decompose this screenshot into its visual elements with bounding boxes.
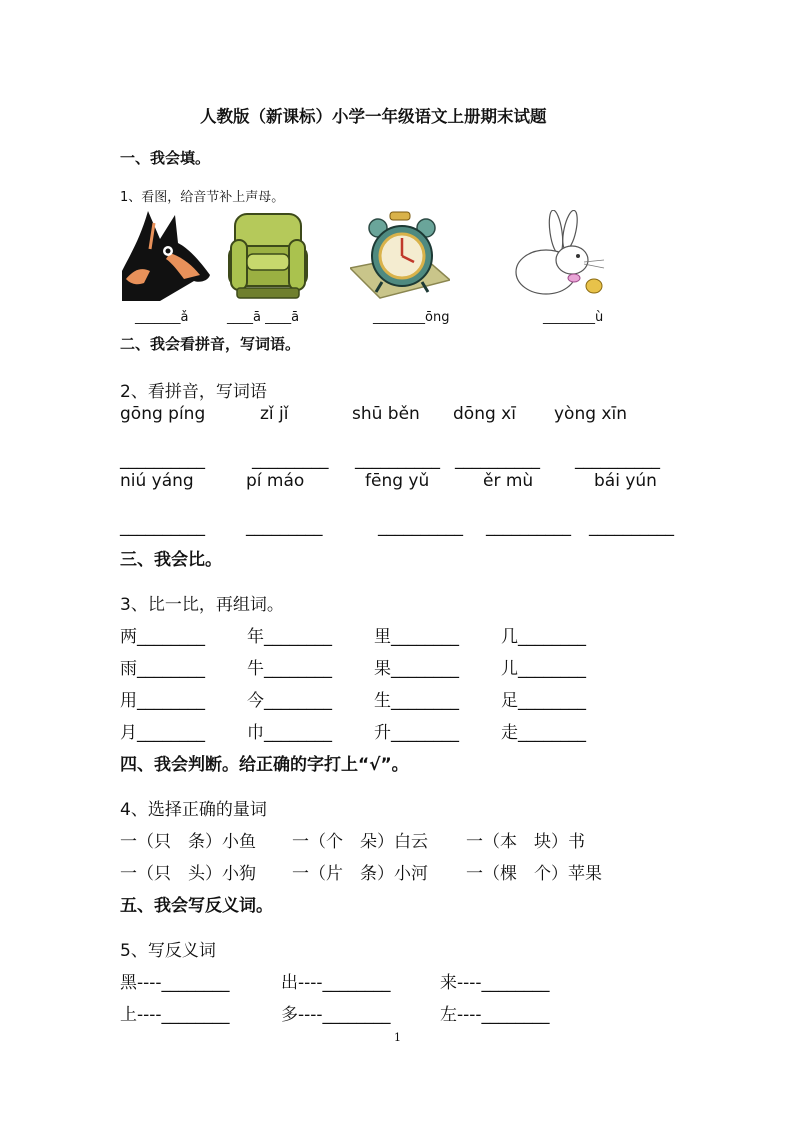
q5-item[interactable]: 黑----________ (120, 973, 230, 993)
horse-head-picture (120, 209, 212, 301)
q1-blank-4[interactable]: ________ù (543, 310, 604, 325)
q3-item[interactable]: 两________ (120, 627, 205, 647)
q3-item[interactable]: 生________ (374, 691, 459, 711)
section-heading-5: 五、我会写反义词。 (120, 896, 273, 916)
pinyin-gong-ping: gōng píng (120, 404, 206, 424)
q3-item[interactable]: 走________ (501, 723, 586, 743)
q2-answer-line-3[interactable]: __________ (355, 450, 440, 470)
page-title: 人教版（新课标）小学一年级语文上册期末试题 (200, 107, 547, 126)
q3-instruction: 3、比一比，再组词。 (120, 595, 284, 615)
q2-answer-line-6[interactable]: __________ (120, 517, 205, 537)
q1-blank-1[interactable]: _______ǎ (135, 310, 189, 325)
q3-item[interactable]: 今________ (247, 691, 332, 711)
q5-item[interactable]: 出----________ (281, 973, 391, 993)
q4-choice[interactable]: 一（片 条）小河 (292, 864, 428, 884)
sofa-picture (227, 210, 309, 302)
q5-item[interactable]: 上----________ (120, 1005, 230, 1025)
q2-answer-line-2[interactable]: _________ (252, 450, 329, 470)
q4-choice[interactable]: 一（只 头）小狗 (120, 864, 256, 884)
q3-item[interactable]: 巾________ (247, 723, 332, 743)
rabbit-picture (508, 210, 608, 302)
pinyin-dong-xi: dōng xī (453, 404, 516, 424)
q4-instruction: 4、选择正确的量词 (120, 800, 267, 820)
q2-answer-line-4[interactable]: __________ (455, 450, 540, 470)
q3-item[interactable]: 升________ (374, 723, 459, 743)
q3-item[interactable]: 果________ (374, 659, 459, 679)
q2-answer-line-1[interactable]: __________ (120, 450, 205, 470)
q4-choice[interactable]: 一（棵 个）苹果 (466, 864, 602, 884)
q3-item[interactable]: 几________ (501, 627, 586, 647)
q3-item[interactable]: 月________ (120, 723, 205, 743)
q2-answer-line-9[interactable]: __________ (486, 517, 571, 537)
q3-item[interactable]: 里________ (374, 627, 459, 647)
q2-answer-line-10[interactable]: __________ (589, 517, 674, 537)
q3-item[interactable]: 年________ (247, 627, 332, 647)
pinyin-bai-yun: bái yún (594, 471, 657, 491)
q4-choice[interactable]: 一（只 条）小鱼 (120, 832, 256, 852)
q3-item[interactable]: 雨________ (120, 659, 205, 679)
section-heading-2: 二、我会看拼音，写词语。 (120, 335, 301, 353)
q5-instruction: 5、写反义词 (120, 941, 216, 961)
pinyin-yong-xin: yòng xīn (554, 404, 627, 424)
q3-item[interactable]: 儿________ (501, 659, 586, 679)
pinyin-shu-ben: shū běn (352, 404, 420, 424)
section-heading-1: 一、我会填。 (120, 149, 211, 167)
pinyin-er-mu: ěr mù (483, 471, 534, 491)
q2-instruction: 2、看拼音，写词语 (120, 382, 267, 402)
pinyin-feng-yu: fēng yǔ (365, 471, 430, 491)
page-number: 1 (394, 1031, 401, 1044)
q5-item[interactable]: 来----________ (440, 973, 550, 993)
q3-item[interactable]: 用________ (120, 691, 205, 711)
q3-item[interactable]: 牛________ (247, 659, 332, 679)
q1-blank-2[interactable]: ____ā ____ā (227, 310, 300, 325)
q5-item[interactable]: 左----________ (440, 1005, 550, 1025)
q4-choice[interactable]: 一（个 朵）白云 (292, 832, 428, 852)
q2-answer-line-7[interactable]: _________ (246, 517, 323, 537)
q2-answer-line-8[interactable]: __________ (378, 517, 463, 537)
pinyin-niu-yang: niú yáng (120, 471, 194, 491)
q1-instruction: 1、看图，给音节补上声母。 (120, 190, 285, 205)
pinyin-zi-ji: zǐ jǐ (260, 404, 289, 424)
pinyin-pi-mao: pí máo (246, 471, 305, 491)
q2-answer-line-5[interactable]: __________ (575, 450, 660, 470)
q3-item[interactable]: 足________ (501, 691, 586, 711)
q5-item[interactable]: 多----________ (281, 1005, 391, 1025)
q1-blank-3[interactable]: ________ōng (373, 310, 450, 325)
section-heading-4: 四、我会判断。给正确的字打上“√”。 (120, 755, 409, 775)
q4-choice[interactable]: 一（本 块）书 (466, 832, 585, 852)
alarm-clock-picture (350, 210, 450, 300)
section-heading-3: 三、我会比。 (120, 550, 222, 570)
